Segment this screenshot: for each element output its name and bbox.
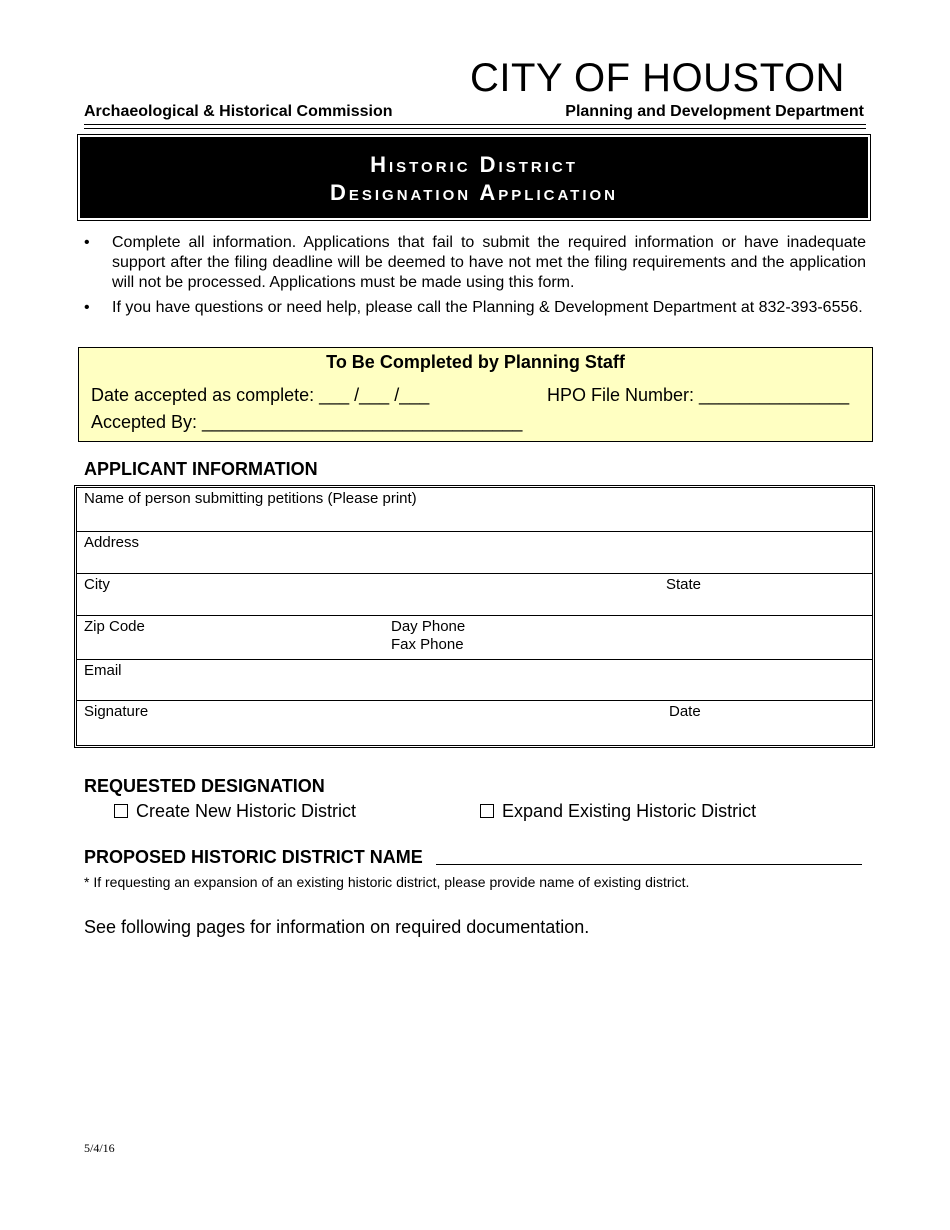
proposed-district-name-field[interactable] <box>436 864 862 865</box>
city-title: CITY OF HOUSTON <box>470 56 845 100</box>
header-rule-second <box>84 128 866 129</box>
row-divider <box>77 659 872 660</box>
signature-field[interactable]: Signature <box>84 703 149 720</box>
zip-code-field[interactable]: Zip Code <box>84 618 145 635</box>
fax-phone-field[interactable]: Fax Phone <box>391 636 464 653</box>
state-field[interactable]: State <box>666 576 702 593</box>
header-rule <box>84 124 866 125</box>
city-field[interactable]: City <box>84 576 110 593</box>
applicant-info-table <box>74 485 875 748</box>
instruction-text: Complete all information. Applications that fail to submit the required information or have inadequate support after the filing deadline will be deemed to have not met the filing requirements and the application will not be processed. Applications must be made using this form. <box>112 234 866 291</box>
date-field[interactable]: Date <box>669 703 701 720</box>
see-following-pages-text: See following pages for information on required documentation. <box>84 917 590 937</box>
revision-date: 5/4/16 <box>84 1141 115 1155</box>
form-title-line1: Historic District <box>370 152 578 177</box>
hpo-file-number-field[interactable]: HPO File Number: _______________ <box>547 385 850 405</box>
checkbox-icon[interactable] <box>480 804 494 818</box>
expand-existing-district-option[interactable] <box>480 801 756 822</box>
day-phone-field[interactable]: Day Phone <box>391 618 466 635</box>
staff-box-title: To Be Completed by Planning Staff <box>326 352 625 372</box>
date-accepted-field[interactable]: Date accepted as complete: ___ /___ /___ <box>91 385 430 405</box>
address-field[interactable]: Address <box>84 534 140 551</box>
create-new-district-option[interactable] <box>114 801 356 822</box>
department-name: Planning and Development Department <box>565 103 864 120</box>
accepted-by-field[interactable]: Accepted By: ________________________________ <box>91 412 523 432</box>
form-title-banner <box>80 137 868 218</box>
bullet-icon: • <box>84 299 90 316</box>
applicant-info-heading: APPLICANT INFORMATION <box>84 459 318 479</box>
instruction-item <box>84 233 866 293</box>
commission-name: Archaeological & Historical Commission <box>84 103 393 120</box>
row-divider <box>77 700 872 701</box>
option-label: Expand Existing Historic District <box>502 801 757 821</box>
option-label: Create New Historic District <box>136 801 357 821</box>
form-title-line2: Designation Application <box>329 180 619 205</box>
row-divider <box>77 573 872 574</box>
proposed-district-name-label: PROPOSED HISTORIC DISTRICT NAME <box>84 847 423 867</box>
name-field[interactable]: Name of person submitting petitions (Please print) <box>84 490 417 507</box>
instruction-item <box>84 298 866 318</box>
instructions-list <box>84 233 866 323</box>
row-divider <box>77 531 872 532</box>
row-divider <box>77 615 872 616</box>
checkbox-icon[interactable] <box>114 804 128 818</box>
instruction-text: If you have questions or need help, please call the Planning & Development Department at 832-393-6556. <box>112 299 863 316</box>
bullet-icon: • <box>84 234 90 251</box>
expansion-note: * If requesting an expansion of an existing historic district, please provide name of existing district. <box>84 874 690 890</box>
email-field[interactable]: Email <box>84 662 122 679</box>
requested-designation-heading: REQUESTED DESIGNATION <box>84 776 325 796</box>
